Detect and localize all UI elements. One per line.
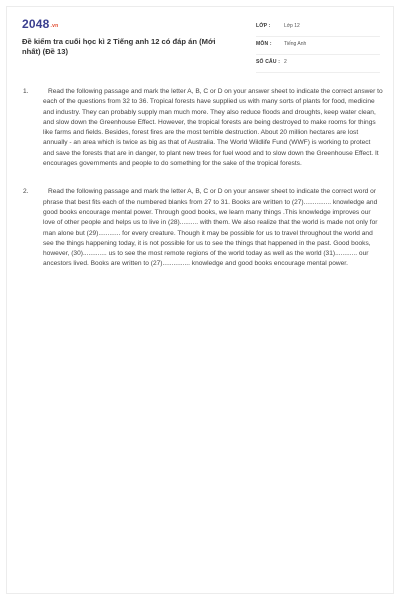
- question-number: 1.: [23, 88, 29, 95]
- question-text: Read the following passage and mark the letter A, B, C or D on your answer sheet to indicate the correct answer to each of the questions from 32 to 36. Tropical forests have supplied us with many sorts of plants for food, medicine and industry. They can probably supply man much more. They also reduce floods and droughts, keep water clean, and slow down the Greenhouse Effect. However, the tropical forests are being destroyed to make rooms for things like farms and fields. Besides, forest fires are the most terrible destruction. About 20 million hectares are lost annually - an area which is twice as big as that of Australia. The World Wildlife Fund (WWF) is working to protect and save the forests that are in danger, to plant new trees for fuel wood and to slow down the Greenhouse Effect. It encourages governments and people to do something for the sake of the tropical forests.: [43, 88, 383, 168]
- info-row-class: [256, 19, 380, 37]
- info-value: Lớp 12: [284, 23, 300, 29]
- question-item: [23, 87, 383, 169]
- logo-text: 2048: [22, 17, 50, 31]
- info-row-subject: [256, 37, 380, 55]
- info-value: Tiếng Anh: [284, 41, 307, 47]
- exam-info-panel: [256, 19, 380, 73]
- info-label: MÔN :: [256, 41, 272, 47]
- info-value: 2: [284, 59, 287, 65]
- info-label: SỐ CÂU :: [256, 59, 281, 65]
- logo-suffix: .vn: [50, 23, 59, 29]
- document-page: [6, 6, 394, 594]
- question-item: [23, 187, 383, 269]
- site-logo[interactable]: [22, 17, 58, 31]
- question-number: 2.: [23, 188, 29, 196]
- info-label: LỚP :: [256, 23, 271, 29]
- info-row-question-count: [256, 55, 380, 73]
- question-list: [23, 87, 383, 288]
- page-title: Đề kiểm tra cuối học kì 2 Tiếng anh 12 có đáp án (Mới nhất) (Đề 13): [22, 37, 216, 56]
- question-text: Read the following passage and mark the letter A, B, C or D on your answer sheet to indicate the correct word or phrase that best fits each of the numbered blanks from 27 to 31. Books are written to (27)............... knowledge and good books encourage mental power. Through good books, we learn many things .This knowledge improves our love of other people and helps us to live in (28).......... with them. We also realize that the world is made not only for man alone but (29)............ for every creature. Though it may be possible for us to travel throughout the world and see the things happening today, it is not possible for us to see the things that happened in the past. Good books, however, (30)............. us to see the most remote regions of the world today as well as the world (31)............ our ancestors lived. Books are written to (27)............... knowledge and good books encourage mental power.: [43, 188, 378, 268]
- page-header: [7, 7, 393, 69]
